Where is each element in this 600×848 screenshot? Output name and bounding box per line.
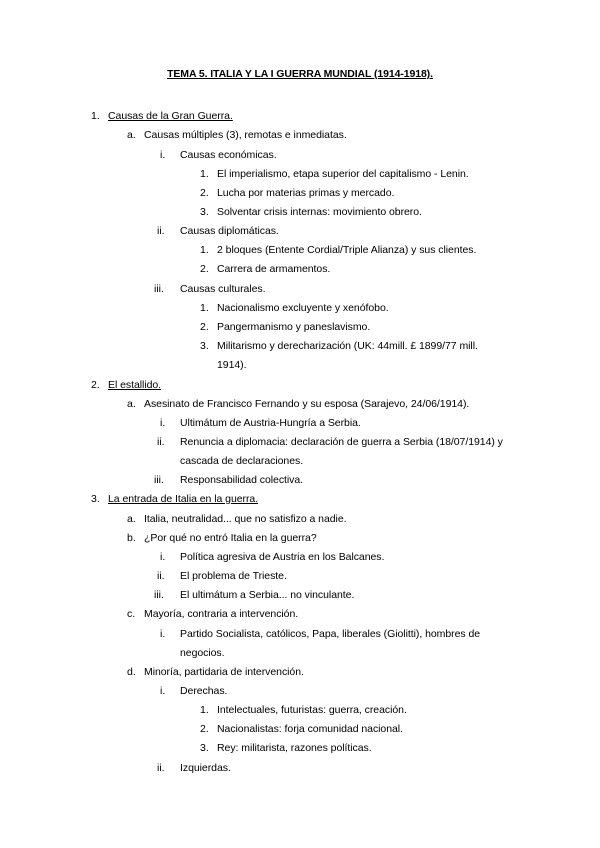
list-marker: iii.: [154, 283, 164, 295]
list-item-continuation: negocios.: [180, 647, 225, 659]
document-title: TEMA 5. ITALIA Y LA I GUERRA MUNDIAL (1914-1918).: [167, 68, 433, 80]
list-marker: iii.: [154, 474, 164, 486]
list-marker: i.: [160, 685, 166, 697]
list-item: Asesinato de Francisco Fernando y su esposa (Sarajevo, 24/06/1914).: [144, 398, 470, 410]
list-marker: i.: [160, 551, 166, 563]
list-item: Causas múltiples (3), remotas e inmediatas.: [144, 129, 347, 141]
list-item: Política agresiva de Austria en los Balcanes.: [180, 551, 385, 563]
list-marker: 1.: [200, 168, 209, 180]
section-heading-causas: Causas de la Gran Guerra.: [108, 110, 233, 122]
list-item: Causas culturales.: [180, 283, 266, 295]
list-marker: c.: [127, 608, 136, 620]
list-marker: b.: [127, 532, 136, 544]
list-marker: 3.: [200, 340, 209, 352]
list-marker: 1.: [91, 110, 100, 122]
list-marker: iii.: [154, 589, 164, 601]
list-item-continuation: cascada de declaraciones.: [180, 455, 304, 467]
list-marker: a.: [127, 129, 136, 141]
list-marker: 1.: [200, 302, 209, 314]
list-item: Izquierdas.: [180, 762, 231, 774]
list-marker: ii.: [157, 436, 165, 448]
section-heading-italia: La entrada de Italia en la guerra.: [108, 493, 259, 505]
list-marker: ii.: [157, 570, 165, 582]
list-marker: a.: [127, 513, 136, 525]
list-item: Nacionalistas: forja comunidad nacional.: [217, 723, 403, 735]
list-item: Carrera de armamentos.: [217, 263, 331, 275]
list-marker: 2.: [200, 187, 209, 199]
list-item: Minoría, partidaria de intervención.: [144, 666, 304, 678]
list-marker: 3.: [91, 493, 100, 505]
list-item: Mayoría, contraria a intervención.: [144, 608, 299, 620]
list-marker: 1.: [200, 704, 209, 716]
list-marker: i.: [160, 417, 166, 429]
list-item: Lucha por materias primas y mercado.: [217, 187, 395, 199]
list-item: El imperialismo, etapa superior del capitalismo - Lenin.: [217, 168, 469, 180]
list-marker: ii.: [157, 225, 165, 237]
list-item: Militarismo y derecharización (UK: 44mill. £ 1899/77 mill.: [217, 340, 478, 352]
list-item-continuation: 1914).: [217, 359, 247, 371]
list-marker: 2.: [200, 321, 209, 333]
section-heading-estallido: El estallido.: [108, 379, 162, 391]
list-marker: 3.: [200, 742, 209, 754]
list-item: El ultimátum a Serbia... no vinculante.: [180, 589, 355, 601]
list-item: Intelectuales, futuristas: guerra, creación.: [217, 704, 407, 716]
list-item: Derechas.: [180, 685, 228, 697]
list-item: Solventar crisis internas: movimiento obrero.: [217, 206, 422, 218]
list-item: Causas económicas.: [180, 149, 277, 161]
list-marker: ii.: [157, 762, 165, 774]
list-marker: a.: [127, 398, 136, 410]
list-item: ¿Por qué no entró Italia en la guerra?: [144, 532, 317, 544]
list-item: Pangermanismo y paneslavismo.: [217, 321, 371, 333]
list-item: Partido Socialista, católicos, Papa, liberales (Giolitti), hombres de: [180, 628, 481, 640]
list-item: Responsabilidad colectiva.: [180, 474, 304, 486]
list-item: Causas diplomáticas.: [180, 225, 279, 237]
list-marker: i.: [160, 149, 166, 161]
list-item: Nacionalismo excluyente y xenófobo.: [217, 302, 389, 314]
list-marker: 2.: [91, 379, 100, 391]
list-marker: 2.: [200, 263, 209, 275]
list-item: 2 bloques (Entente Cordial/Triple Alianza) y sus clientes.: [217, 244, 477, 256]
list-item: Renuncia a diplomacia: declaración de guerra a Serbia (18/07/1914) y: [180, 436, 503, 448]
list-item: Rey: militarista, razones políticas.: [217, 742, 372, 754]
list-item: Ultimátum de Austria-Hungría a Serbia.: [180, 417, 361, 429]
list-marker: 2.: [200, 723, 209, 735]
list-marker: i.: [160, 628, 166, 640]
list-marker: 1.: [200, 244, 209, 256]
list-marker: 3.: [200, 206, 209, 218]
list-marker: d.: [127, 666, 136, 678]
list-item: Italia, neutralidad... que no satisfizo a nadie.: [144, 513, 347, 525]
list-item: El problema de Trieste.: [180, 570, 287, 582]
